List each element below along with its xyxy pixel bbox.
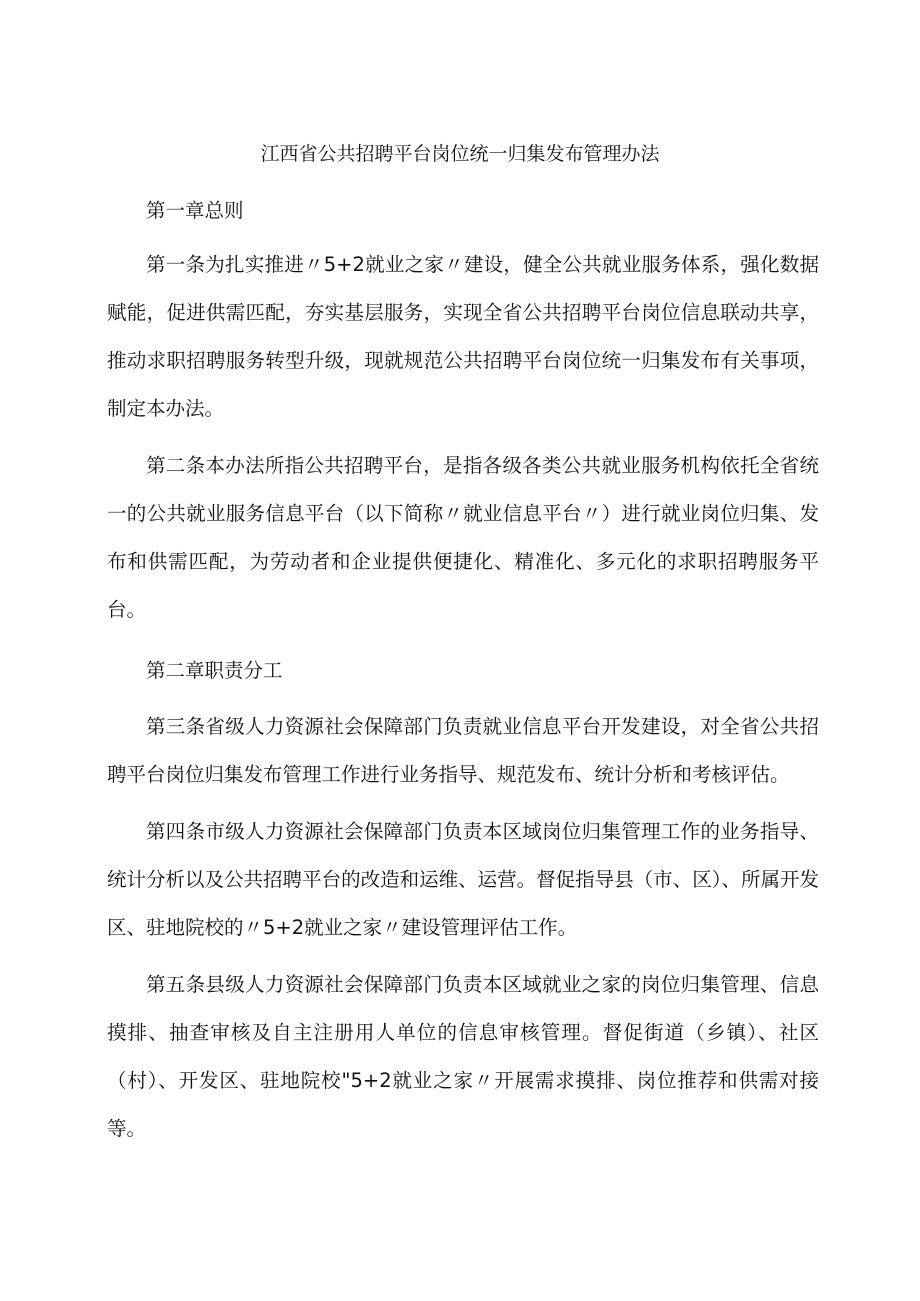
article-1-paragraph: 第一条为扎实推进〃5+2就业之家〃建设，健全公共就业服务体系，强化数据赋能，促进供需匹配，夯实基层服务，实现全省公共招聘平台岗位信息联动共享，推动求职招聘服务转型升级，现就规范公共招聘平台岗位统一归集发布有关事项，制定本办法。 <box>107 253 819 420</box>
article-5-paragraph: 第五条县级人力资源社会保障部门负责本区域就业之家的岗位归集管理、信息摸排、抽查审核及自主注册用人单位的信息审核管理。督促街道（乡镇）、社区（村）、开发区、驻地院校"5+2就业之家〃开展需求摸排、岗位推荐和供需对接等。 <box>107 973 819 1140</box>
article-2-paragraph: 第二条本办法所指公共招聘平台，是指各级各类公共就业服务机构依托全省统一的公共就业服务信息平台（以下简称〃就业信息平台〃）进行就业岗位归集、发布和供需匹配，为劳动者和企业提供便捷化、精准化、多元化的求职招聘服务平台。 <box>107 454 819 621</box>
chapter-heading-1: 第一章总则 <box>146 199 244 222</box>
article-3-paragraph: 第三条省级人力资源社会保障部门负责就业信息平台开发建设，对全省公共招聘平台岗位归集发布管理工作进行业务指导、规范发布、统计分析和考核评估。 <box>107 715 819 786</box>
article-4-paragraph: 第四条市级人力资源社会保障部门负责本区域岗位归集管理工作的业务指导、统计分析以及公共招聘平台的改造和运维、运营。督促指导县（市、区）、所属开发区、驻地院校的〃5+2就业之家〃建设管理评估工作。 <box>107 820 819 939</box>
document-title: 江西省公共招聘平台岗位统一归集发布管理办法 <box>260 143 660 165</box>
chapter-heading-2: 第二章职责分工 <box>146 659 283 682</box>
